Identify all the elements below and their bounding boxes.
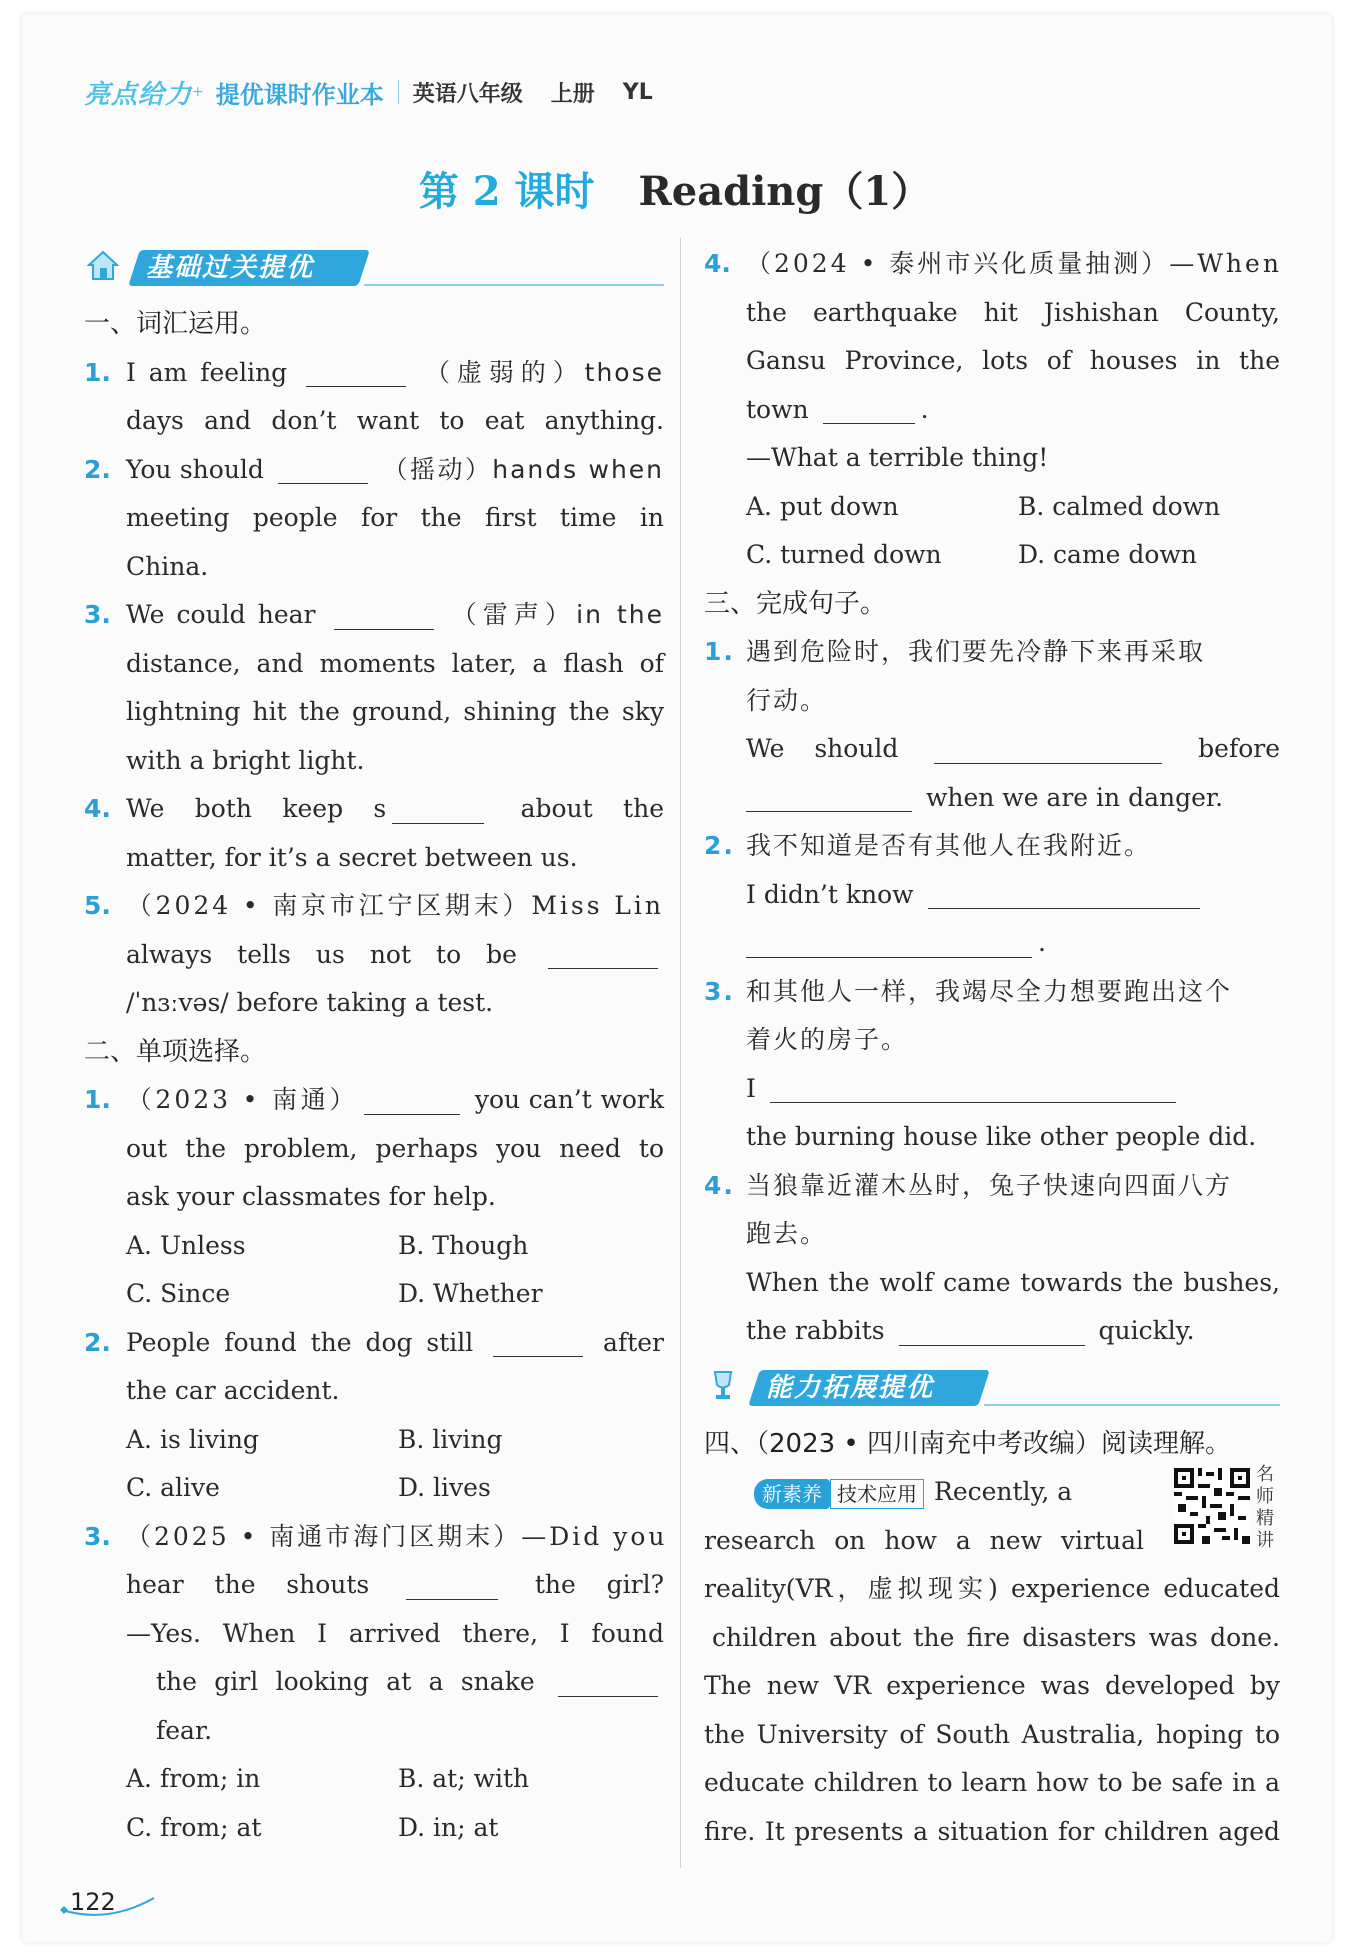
option-d[interactable]: D. in; at (398, 1812, 499, 1842)
part2-heading: 二、单项选择。 (84, 1036, 267, 1067)
sentence-q1-en2: when we are in danger. (704, 774, 1280, 823)
answer-blank[interactable] (746, 927, 1032, 958)
lesson-title (0, 160, 1350, 217)
volume: 上册 (550, 81, 595, 107)
mc-q4-line1: 4. （2024 • 泰州市兴化质量抽测）—When (704, 240, 1280, 289)
mc-q4-line5: —What a terrible thing! (746, 443, 1049, 472)
question-number: 4. (704, 1170, 735, 1200)
question-number: 1. (84, 1085, 111, 1114)
option-d[interactable]: D. Whether (398, 1279, 543, 1308)
option-a[interactable]: A. from; in (126, 1764, 261, 1793)
option-a[interactable]: A. is living (126, 1424, 259, 1454)
sentence-q3-cn2: 着火的房子。 (746, 1025, 909, 1054)
option-b[interactable]: B. living (398, 1424, 503, 1454)
answer-blank[interactable] (823, 393, 915, 424)
left-column (84, 240, 668, 1852)
mc-q3-line1: 3. （2025 • 南通市海门区期末）—Did you (84, 1513, 664, 1562)
passage-line: research on how a new virtual (704, 1525, 1144, 1555)
part3-heading: 三、完成句子。 (704, 588, 887, 619)
lesson-topic: Reading（1） (638, 168, 932, 215)
question-number: 4. (84, 794, 111, 823)
part4-heading: 四、（2023 • 四川南充中考改编）阅读理解。 (704, 1428, 1232, 1459)
qr-label: 名 师 精 讲 (1256, 1464, 1274, 1551)
banner-title: 能力拓展提优 (766, 1372, 935, 1403)
passage-line: fire. It presents a situation for children aged (704, 1816, 1280, 1846)
answer-blank[interactable] (334, 599, 434, 630)
section-banner-basic (84, 240, 664, 296)
vocab-q3-line4: with a bright light. (126, 745, 365, 775)
mc-q3-line5: fear. (156, 1715, 213, 1745)
vocab-q5-line3: /ˈnɜːvəs/ before taking a test. (126, 988, 494, 1017)
sentence-q3-cn: 3. 和其他人一样，我竭尽全力想要跑出这个 (704, 968, 1280, 1017)
answer-blank[interactable] (770, 1072, 1176, 1103)
sentence-q4-en2: the rabbits quickly. (746, 1316, 1195, 1345)
header-divider (398, 80, 399, 104)
question-number: 3. (704, 976, 735, 1006)
brand-logo: 亮点给力 (84, 79, 193, 110)
option-d[interactable]: D. lives (398, 1473, 491, 1502)
passage-line: 新素养 技术应用 Recently, a (704, 1468, 1280, 1517)
option-a[interactable]: A. Unless (126, 1230, 246, 1260)
mc-q3-line2: hear the shouts the girl? (126, 1570, 664, 1599)
vocab-q3-line1: 3. We could hear （雷声）in the (84, 591, 664, 640)
mc-q3-line3: —Yes. When I arrived there, I found (126, 1618, 664, 1648)
option-d[interactable]: D. came down (1018, 540, 1197, 569)
sentence-q1-cn2: 行动。 (746, 685, 828, 715)
vocab-q3-line2: distance, and moments later, a flash of (126, 648, 664, 678)
question-number: 1. (704, 637, 735, 666)
passage-line: reality(VR，虚拟现实) experience educated (704, 1574, 1280, 1603)
vocab-q2-line2: meeting people for the first time in (126, 503, 664, 532)
banner-title: 基础过关提优 (146, 253, 315, 283)
sentence-q3-en2: the burning house like other people did. (746, 1122, 1257, 1151)
column-divider (680, 238, 681, 1868)
vocab-q5-line2: always tells us not to be (84, 931, 664, 980)
question-number: 3. (84, 1521, 111, 1551)
question-number: 5. (84, 891, 111, 920)
question-number: 2. (704, 831, 735, 860)
answer-blank[interactable] (392, 793, 484, 824)
vocab-q2-line3: China. (126, 551, 209, 581)
mc-q3-options-row1 (84, 1755, 664, 1804)
page-number: 122 (70, 1888, 116, 1916)
mc-q2-options-row2 (84, 1464, 664, 1513)
vocab-q4-line1: 4. We both keep s about the (84, 785, 664, 834)
vocab-q1-line1: 1. I am feeling （虚弱的）those (84, 349, 664, 398)
right-column (704, 240, 1280, 1856)
option-c[interactable]: C. alive (126, 1473, 220, 1502)
option-b[interactable]: B. calmed down (1018, 491, 1221, 521)
house-icon (86, 248, 120, 282)
answer-blank[interactable] (493, 1326, 583, 1357)
passage-line: The new VR experience was developed by (704, 1671, 1280, 1700)
option-c[interactable]: C. from; at (126, 1812, 262, 1842)
mc-q2-line1: 2. People found the dog still after (84, 1319, 664, 1368)
question-number: 2. (84, 454, 111, 484)
mc-q4-line4: town . (746, 394, 929, 424)
answer-blank[interactable] (306, 356, 406, 387)
part1-heading: 一、词汇运用。 (84, 309, 267, 339)
mc-q4-options-row1 (704, 483, 1280, 532)
answer-blank[interactable] (548, 938, 658, 969)
answer-blank[interactable] (364, 1084, 460, 1115)
mc-q1-options-row2 (84, 1270, 664, 1319)
mc-q4-options-row2 (704, 531, 1280, 580)
answer-blank[interactable] (558, 1666, 658, 1697)
answer-blank[interactable] (746, 781, 912, 812)
answer-blank[interactable] (934, 733, 1162, 764)
mc-q1-options-row1 (84, 1222, 664, 1271)
series-name: 提优课时作业本 (215, 80, 384, 109)
question-number: 3. (84, 600, 111, 629)
sentence-q4-cn: 4. 当狼靠近灌木丛时，兔子快速向四面八方 (704, 1162, 1280, 1211)
question-number: 2. (84, 1327, 111, 1357)
option-b[interactable]: B. at; with (398, 1764, 530, 1793)
question-number: 4. (704, 249, 731, 278)
mc-q4-line3: Gansu Province, lots of houses in the (746, 346, 1280, 375)
sentence-q3-en1: I (704, 1065, 1280, 1114)
vocab-q1-line2: days and don’t want to eat anything. (126, 406, 664, 435)
answer-blank[interactable] (406, 1569, 498, 1600)
mc-q2-line2: the car accident. (126, 1376, 340, 1405)
option-c[interactable]: C. Since (126, 1279, 231, 1308)
option-a[interactable]: A. put down (746, 491, 899, 521)
passage-line: the University of South Australia, hoping to (704, 1719, 1280, 1749)
vocab-q5-line1: 5. （2024 • 南京市江宁区期末）Miss Lin (84, 882, 664, 931)
trophy-icon (706, 1368, 740, 1402)
mc-q4-line2: the earthquake hit Jishishan County, (746, 297, 1280, 327)
mc-q3-options-row2 (84, 1804, 664, 1853)
tag-tech-application: 技术应用 (830, 1479, 924, 1509)
answer-blank[interactable] (278, 453, 368, 484)
reading-passage (704, 1464, 1280, 1856)
vocab-q4-line2: matter, for it’s a secret between us. (126, 842, 578, 872)
mc-q2-options-row1 (84, 1416, 664, 1465)
sentence-q2-cn: 2. 我不知道是否有其他人在我附近。 (704, 822, 1280, 871)
banner-rule (984, 1404, 1280, 1406)
sentence-q4-en1: When the wolf came towards the bushes, (746, 1267, 1280, 1297)
mc-q1-line2: out the problem, perhaps you need to (126, 1133, 664, 1163)
sentence-q1-cn: 1. 遇到危险时，我们要先冷静下来再采取 (704, 628, 1280, 677)
answer-blank[interactable] (899, 1315, 1085, 1346)
vocab-q2-line1: 2. You should （摇动）hands when (84, 446, 664, 495)
running-header (84, 72, 653, 112)
vocab-q3-line3: lightning hit the ground, shining the sky (126, 697, 664, 726)
question-number: 1. (84, 357, 111, 387)
banner-rule (364, 284, 664, 286)
option-c[interactable]: C. turned down (746, 540, 942, 569)
mc-q1-line3: ask your classmates for help. (126, 1182, 496, 1211)
passage-line: educate children to learn how to be safe in a (704, 1768, 1280, 1797)
edition: YL (622, 79, 653, 105)
answer-blank[interactable] (928, 878, 1200, 909)
sentence-q4-cn2: 跑去。 (746, 1219, 828, 1248)
tag-new-literacy: 新素养 (754, 1479, 830, 1509)
sentence-q2-en1: I didn’t know (704, 871, 1280, 920)
passage-line: children about the fire disasters was done. (712, 1622, 1280, 1652)
mc-q3-line4: the girl looking at a snake (84, 1658, 664, 1707)
section-banner-ext (704, 1360, 1280, 1416)
sentence-q1-en1: We should before (746, 734, 1281, 763)
star-icon: + (192, 84, 204, 100)
subject-grade: 英语八年级 (412, 81, 523, 107)
mc-q1-line1: 1. （2023 • 南通） you can’t work (84, 1076, 664, 1125)
lesson-number: 第 2 课时 (418, 168, 595, 215)
option-b[interactable]: B. Though (398, 1230, 529, 1260)
sentence-q2-en2: . (704, 919, 1280, 968)
